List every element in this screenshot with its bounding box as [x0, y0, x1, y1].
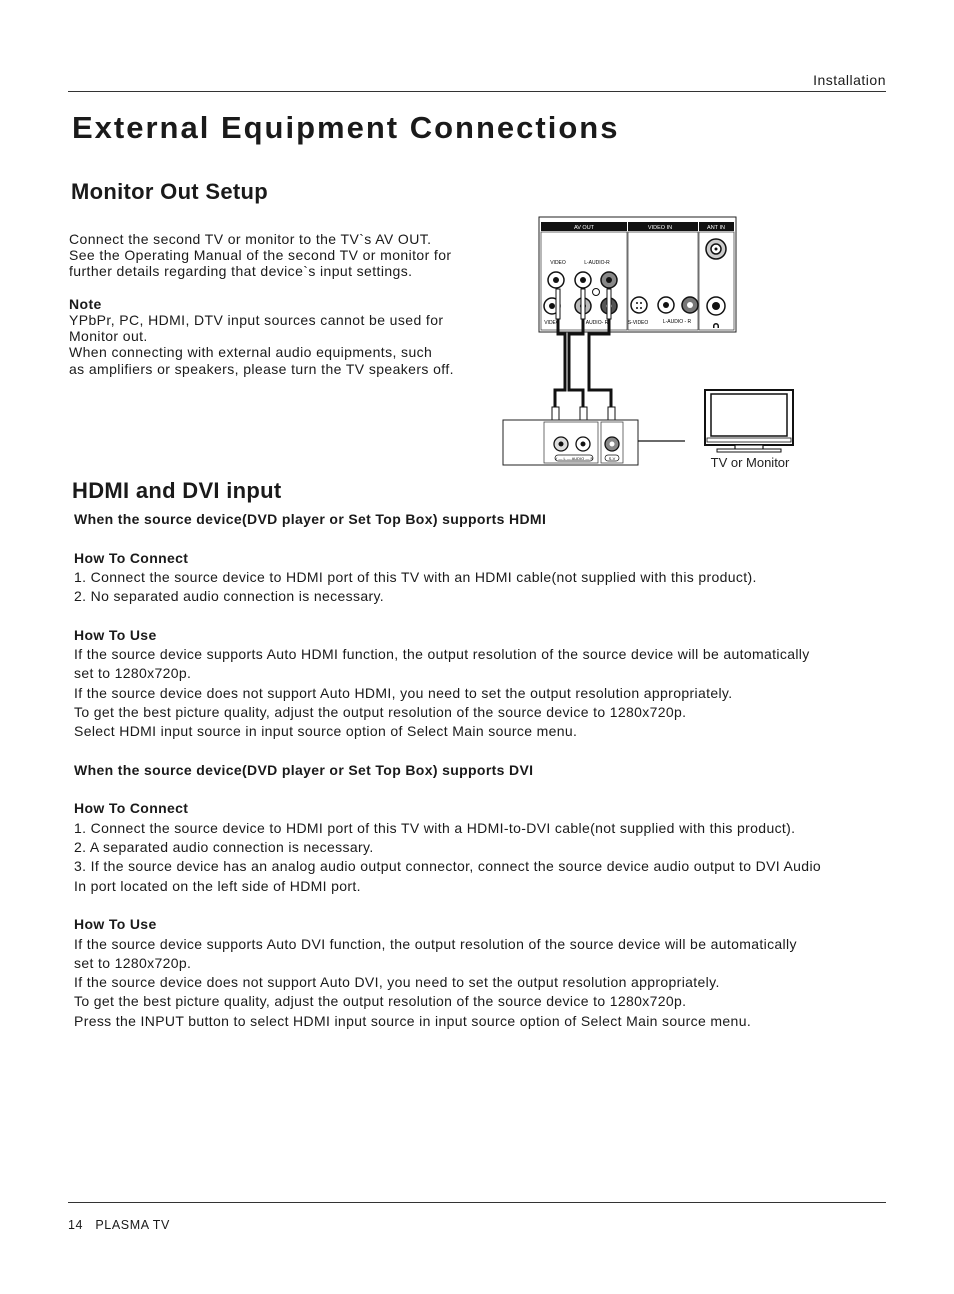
page-number: 14: [68, 1218, 84, 1232]
hdmi-connect-line: 2. No separated audio connection is necessary.: [74, 588, 385, 605]
dvi-subheading: When the source device(DVD player or Set Top Box) supports DVI: [74, 761, 534, 778]
hdmi-use-line: If the source device supports Auto HDMI function, the output resolution of the source device will be automatically: [74, 646, 810, 663]
device-s-label: S-V: [608, 456, 616, 461]
footer: [68, 1218, 170, 1232]
dvi-use-line: If the source device supports Auto DVI function, the output resolution of the source device will be automatically: [74, 935, 797, 952]
dvi-use-line: Press the INPUT button to select HDMI input source in input source option of Select Main source menu.: [74, 1012, 752, 1029]
dvi-connect-line: 1. Connect the source device to HDMI port of this TV with a HDMI-to-DVI cable(not supplied with this product).: [74, 819, 796, 836]
dvi-use-line: If the source device does not support Auto DVI, you need to set the output resolution appropriately.: [74, 974, 720, 991]
monitor-out-heading: Monitor Out Setup: [71, 179, 268, 204]
note-line: YPbPr, PC, HDMI, DTV input sources cannot be used for: [69, 312, 444, 328]
av-out-label: AV OUT: [573, 225, 595, 231]
tv-back-panel: [539, 217, 736, 332]
connection-diagram: [495, 212, 805, 474]
note-line: Monitor out.: [69, 328, 148, 345]
ant-in-label: ANT IN: [707, 225, 725, 231]
audio-r-label: AUDIO- R: [585, 320, 609, 326]
dvi-connect-title: How To Connect: [74, 800, 189, 817]
hdmi-dvi-heading: HDMI and DVI input: [72, 478, 282, 503]
dvi-use-title: How To Use: [74, 916, 157, 933]
hdmi-dvi-content: [74, 510, 874, 1031]
dvi-connect-line: 3. If the source device has an analog audio output connector, connect the source device audio output to DVI Audio: [74, 858, 822, 875]
note-line: When connecting with external audio equipments, such: [69, 344, 433, 361]
video-top-label: VIDEO: [550, 260, 566, 266]
dvi-use-line: set to 1280x720p.: [74, 954, 192, 971]
hdmi-use-line: If the source device does not support Auto HDMI, you need to set the output resolution appropriately.: [74, 684, 733, 701]
hdmi-use-title: How To Use: [74, 626, 157, 643]
s-video-label: S-VIDEO: [627, 320, 649, 326]
footer-label: PLASMA TV: [95, 1218, 170, 1232]
intro-line: further details regarding that device`s input settings.: [69, 263, 413, 280]
hdmi-use-line: set to 1280x720p.: [74, 665, 192, 682]
dvi-use-line: To get the best picture quality, adjust the output resolution of the source device to 1280x720p.: [74, 993, 687, 1010]
video-bottom-label: VIDEO: [544, 320, 560, 326]
intro-line: See the Operating Manual of the second TV or monitor for: [69, 247, 452, 264]
hdmi-connect-title: How To Connect: [74, 549, 189, 566]
tv-caption: TV or Monitor: [710, 455, 790, 470]
hdmi-connect-line: 1. Connect the source device to HDMI port of this TV with an HDMI cable(not supplied with this product).: [74, 568, 757, 585]
video-in-label: VIDEO IN: [647, 225, 673, 231]
hdmi-use-line: Select HDMI input source in input source option of Select Main source menu.: [74, 723, 578, 740]
s-video-jack-icon: [631, 297, 647, 313]
note-line: as amplifiers or speakers, please turn the TV speakers off.: [69, 360, 454, 377]
dvi-connect-line: In port located on the left side of HDMI port.: [74, 877, 361, 894]
section-label: Installation: [813, 72, 886, 88]
device-av-label: V — L — AUDIO — R: [554, 456, 594, 461]
note-title: Note: [69, 295, 102, 312]
hdmi-subheading: When the source device(DVD player or Set Top Box) supports HDMI: [74, 511, 547, 527]
footer-rule: [68, 1202, 886, 1203]
hdmi-use-line: To get the best picture quality, adjust the output resolution of the source device to 1280x720p.: [74, 703, 687, 720]
laudio-bottom-label: L-AUDIO - R: [662, 319, 692, 325]
page-title: External Equipment Connections: [72, 110, 620, 145]
laudio-top-label: L-AUDIO-R: [584, 260, 610, 266]
monitor-out-text: [69, 231, 499, 377]
dvi-connect-line: 2. A separated audio connection is necessary.: [74, 839, 374, 856]
intro-line: Connect the second TV or monitor to the TV`s AV OUT.: [69, 231, 432, 247]
header-rule: [68, 91, 886, 92]
